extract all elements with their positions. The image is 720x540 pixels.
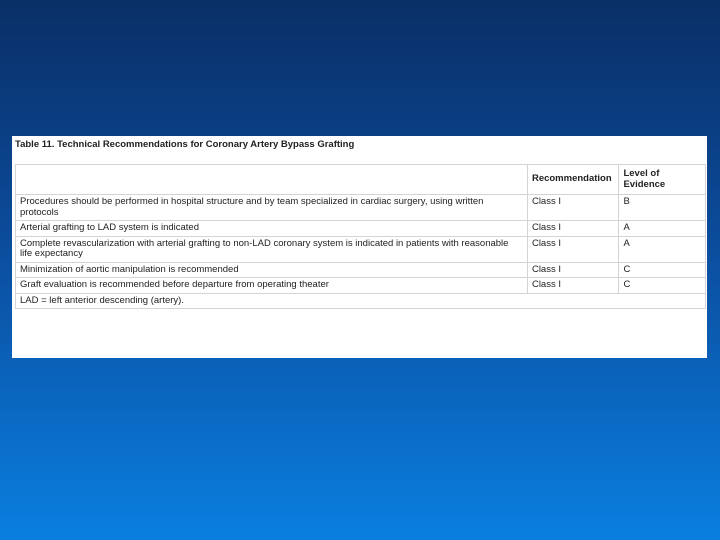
table-footnote-row [16, 293, 706, 309]
row-recommendation: Class I [527, 195, 619, 221]
table-row [16, 262, 706, 278]
row-recommendation: Class I [527, 221, 619, 237]
table-row [16, 195, 706, 221]
row-level: A [619, 236, 706, 262]
table-row [16, 236, 706, 262]
table-header-row [16, 165, 706, 195]
row-text: Minimization of aortic manipulation is recommended [16, 262, 528, 278]
row-text: Procedures should be performed in hospital structure and by team specialized in cardiac surgery, using written protocols [16, 195, 528, 221]
row-text: Arterial grafting to LAD system is indicated [16, 221, 528, 237]
row-level: B [619, 195, 706, 221]
row-recommendation: Class I [527, 262, 619, 278]
table-footnote: LAD = left anterior descending (artery). [16, 293, 706, 309]
row-level: C [619, 262, 706, 278]
table-row [16, 278, 706, 294]
header-recommendation: Recommendation [527, 165, 619, 195]
recommendations-table [15, 164, 706, 309]
row-recommendation: Class I [527, 278, 619, 294]
table-row [16, 221, 706, 237]
header-description [16, 165, 528, 195]
row-text: Complete revascularization with arterial grafting to non-LAD coronary system is indicated in patients with reasonable life expectancy [16, 236, 528, 262]
table-title: Table 11. Technical Recommendations for Coronary Artery Bypass Grafting [15, 139, 355, 150]
row-recommendation: Class I [527, 236, 619, 262]
row-level: A [619, 221, 706, 237]
row-text: Graft evaluation is recommended before departure from operating theater [16, 278, 528, 294]
row-level: C [619, 278, 706, 294]
header-level-of-evidence: Level of Evidence [619, 165, 706, 195]
table-card [12, 136, 707, 358]
